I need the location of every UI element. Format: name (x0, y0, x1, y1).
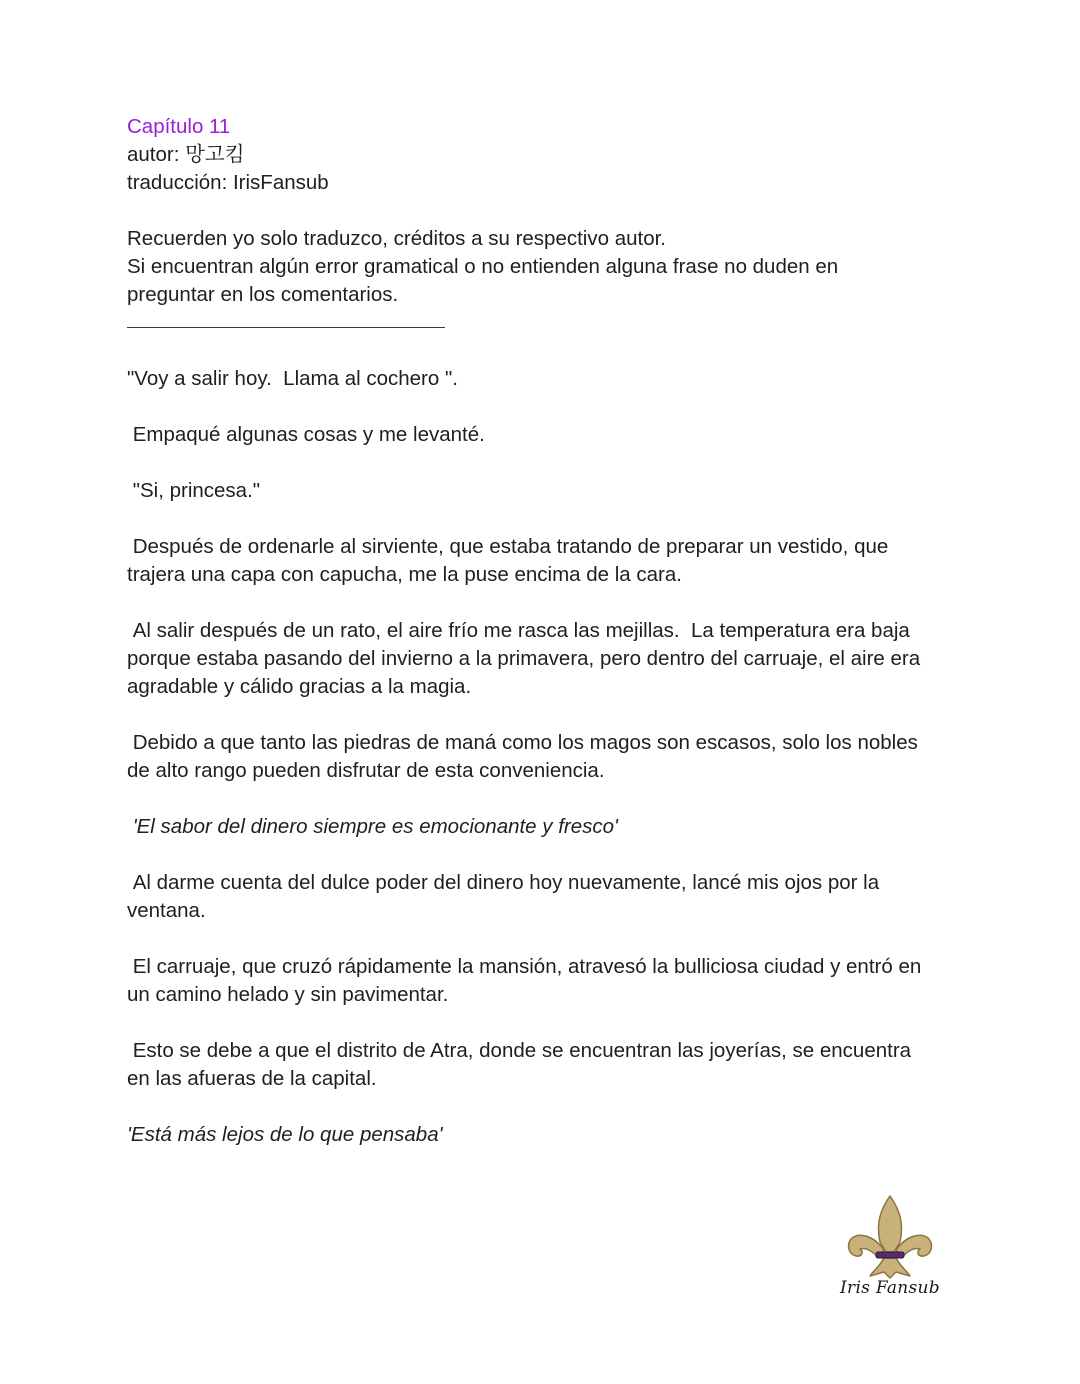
thought-line: 'Está más lejos de lo que pensaba' (127, 1123, 443, 1146)
spacer (127, 589, 957, 617)
paragraph: Esto se debe a que el distrito de Atra, donde se encuentran las joyerías, se encuentra (127, 1039, 912, 1062)
author-line: autor: 망고킴 (127, 143, 245, 166)
paragraph: porque estaba pasando del invierno a la primavera, pero dentro del carruaje, el aire era (127, 647, 921, 670)
document-page (127, 113, 957, 1149)
spacer (127, 197, 957, 225)
paragraph: Después de ordenarle al sirviente, que estaba tratando de preparar un vestido, que (127, 535, 889, 558)
notice-line-3: preguntar en los comentarios. (127, 283, 399, 306)
logo-text: Iris Fansub (840, 1278, 940, 1298)
paragraph: "Si, princesa." (127, 479, 261, 502)
paragraph: de alto rango pueden disfrutar de esta conveniencia. (127, 759, 605, 782)
thought-line: 'El sabor del dinero siempre es emocionante y fresco' (127, 815, 618, 838)
spacer (127, 505, 957, 533)
translation-line: traducción: IrisFansub (127, 171, 329, 194)
iris-fansub-logo (840, 1192, 940, 1307)
chapter-title: Capítulo 11 (127, 115, 231, 138)
paragraph: trajera una capa con capucha, me la puse encima de la cara. (127, 563, 682, 586)
paragraph: El carruaje, que cruzó rápidamente la mansión, atravesó la bulliciosa ciudad y entró en (127, 955, 922, 978)
spacer (127, 925, 957, 953)
paragraph: en las afueras de la capital. (127, 1067, 377, 1090)
spacer (127, 1009, 957, 1037)
fleur-de-lis-icon (840, 1192, 940, 1280)
paragraph: Al darme cuenta del dulce poder del dinero hoy nuevamente, lancé mis ojos por la (127, 871, 880, 894)
paragraph: ventana. (127, 899, 206, 922)
notice-line-2: Si encuentran algún error gramatical o no entienden alguna frase no duden en (127, 255, 839, 278)
paragraph: "Voy a salir hoy. Llama al cochero ". (127, 367, 458, 390)
paragraph: agradable y cálido gracias a la magia. (127, 675, 472, 698)
paragraph: Empaqué algunas cosas y me levanté. (127, 423, 485, 446)
separator-rule (127, 327, 445, 328)
spacer (127, 701, 957, 729)
spacer (127, 841, 957, 869)
spacer (127, 1093, 957, 1121)
spacer (127, 393, 957, 421)
paragraph: Debido a que tanto las piedras de maná como los magos son escasos, solo los nobles (127, 731, 918, 754)
spacer (127, 785, 957, 813)
spacer (127, 449, 957, 477)
notice-line-1: Recuerden yo solo traduzco, créditos a su respectivo autor. (127, 227, 666, 250)
paragraph: un camino helado y sin pavimentar. (127, 983, 449, 1006)
paragraph: Al salir después de un rato, el aire frío me rasca las mejillas. La temperatura era baja (127, 619, 910, 642)
spacer (127, 337, 957, 365)
